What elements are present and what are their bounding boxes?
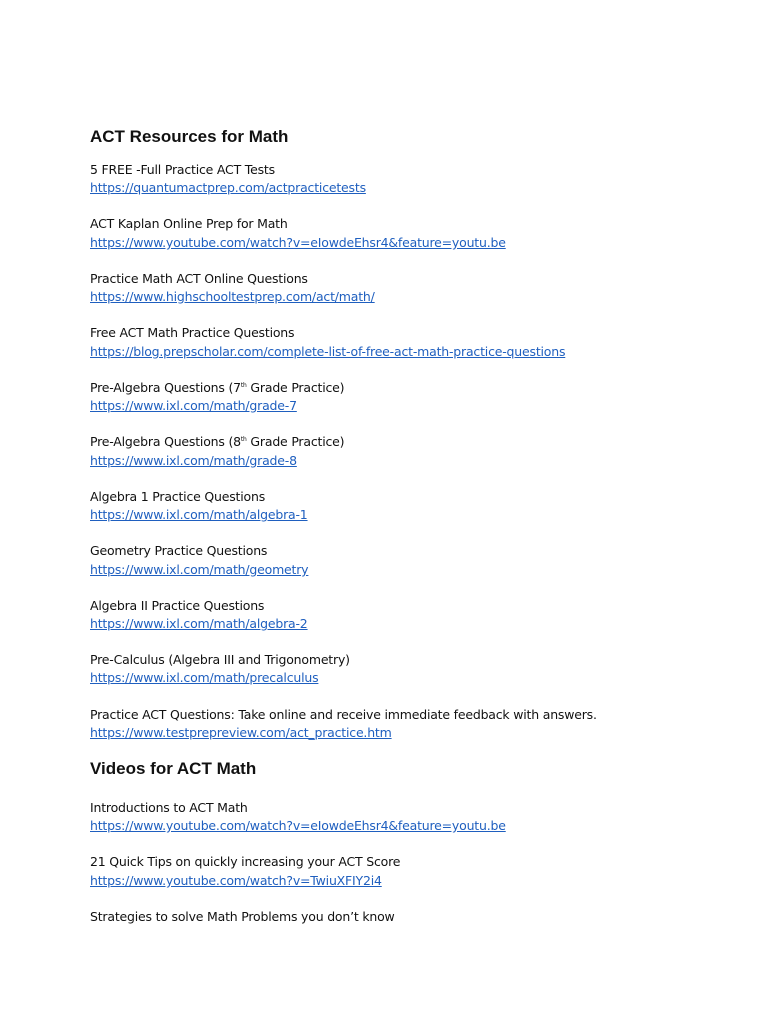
video-link-introductions[interactable]: https://www.youtube.com/watch?v=eIowdeEhsr4&feature=youtu.be (90, 818, 506, 833)
section-heading-videos: Videos for ACT Math (90, 759, 257, 778)
resource-label-geometry: Geometry Practice Questions (90, 543, 268, 558)
resource-link-geometry[interactable]: https://www.ixl.com/math/geometry (90, 562, 309, 577)
resource-label-grade-7: Pre-Algebra Questions (7th Grade Practice) (90, 380, 345, 395)
video-link-quick-tips[interactable]: https://www.youtube.com/watch?v=TwiuXFIY2i4 (90, 873, 382, 888)
resource-link-kaplan[interactable]: https://www.youtube.com/watch?v=eIowdeEhsr4&feature=youtu.be (90, 235, 506, 250)
resource-link-algebra-2[interactable]: https://www.ixl.com/math/algebra-2 (90, 616, 308, 631)
resource-link-algebra-1[interactable]: https://www.ixl.com/math/algebra-1 (90, 507, 308, 522)
resource-label-algebra-1: Algebra 1 Practice Questions (90, 489, 266, 504)
resource-link-grade-7[interactable]: https://www.ixl.com/math/grade-7 (90, 398, 297, 413)
video-label-strategies: Strategies to solve Math Problems you don’t know (90, 909, 395, 924)
resource-label-free-math-questions: Free ACT Math Practice Questions (90, 325, 295, 340)
resource-label-algebra-2: Algebra II Practice Questions (90, 598, 265, 613)
video-label-introductions: Introductions to ACT Math (90, 800, 248, 815)
resource-link-precalculus[interactable]: https://www.ixl.com/math/precalculus (90, 670, 319, 685)
resource-link-online-questions[interactable]: https://www.highschooltestprep.com/act/math/ (90, 289, 375, 304)
resource-label-kaplan: ACT Kaplan Online Prep for Math (90, 216, 288, 231)
section-heading-resources: ACT Resources for Math (90, 127, 289, 146)
resource-label-grade-8: Pre-Algebra Questions (8th Grade Practice) (90, 434, 345, 449)
resource-link-grade-8[interactable]: https://www.ixl.com/math/grade-8 (90, 453, 297, 468)
resource-label-practice-act-questions: Practice ACT Questions: Take online and receive immediate feedback with answers. (90, 707, 597, 722)
resource-label-full-practice-tests: 5 FREE -Full Practice ACT Tests (90, 162, 275, 177)
resource-label-precalculus: Pre-Calculus (Algebra III and Trigonometry) (90, 652, 350, 667)
video-label-quick-tips: 21 Quick Tips on quickly increasing your ACT Score (90, 854, 401, 869)
resource-link-practice-act-questions[interactable]: https://www.testprepreview.com/act_practice.htm (90, 725, 392, 740)
resource-link-free-math-questions[interactable]: https://blog.prepscholar.com/complete-list-of-free-act-math-practice-questions (90, 344, 566, 359)
resource-label-online-questions: Practice Math ACT Online Questions (90, 271, 308, 286)
resource-link-full-practice-tests[interactable]: https://quantumactprep.com/actpracticetests (90, 180, 366, 195)
